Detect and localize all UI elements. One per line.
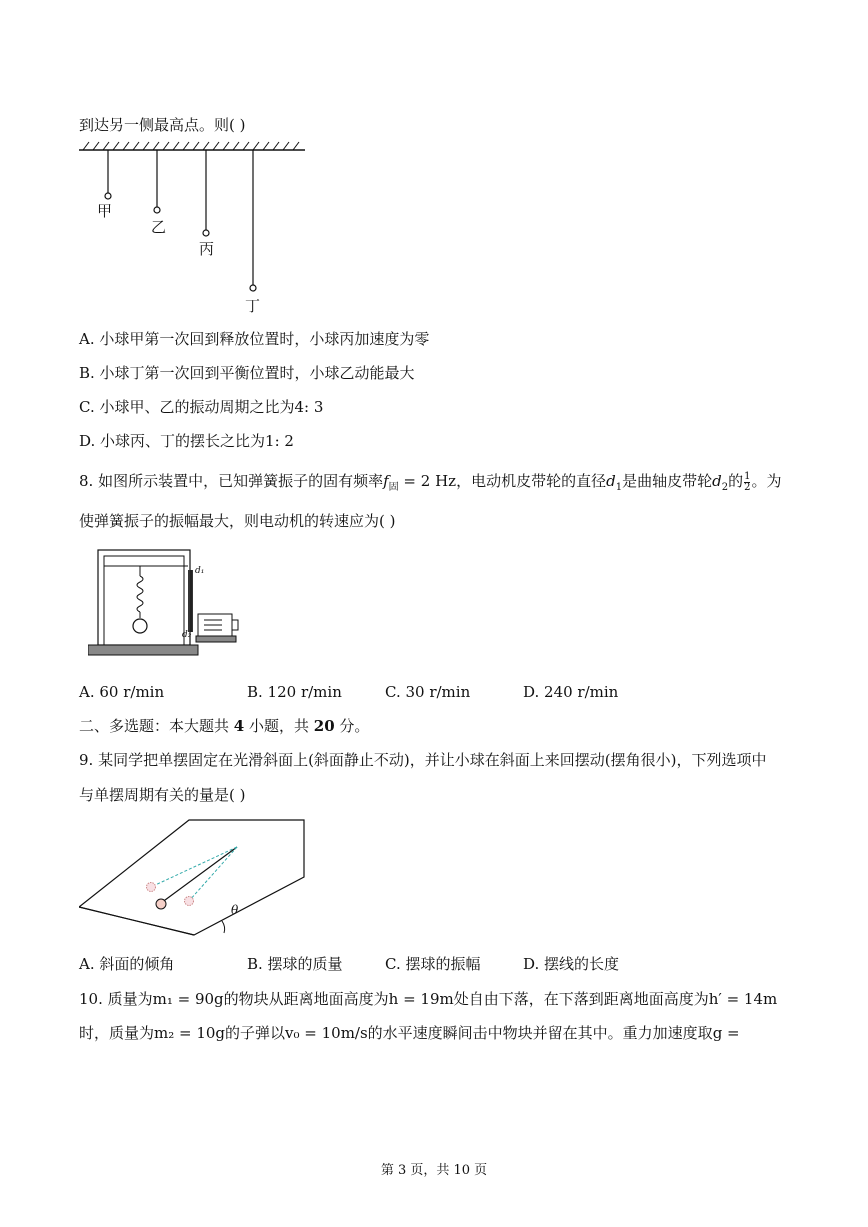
q9-line-1: 9. 某同学把单摆固定在光滑斜面上(斜面静止不动)，并让小球在斜面上来回摆动(摆角很小)，下列选项中 bbox=[79, 751, 767, 769]
section-2-header: 二、多选题：本大题共 4 小题，共 20 分。 bbox=[79, 717, 370, 735]
q7-option-c: C. 小球甲、乙的振动周期之比为4: 3 bbox=[79, 398, 324, 416]
q9-options bbox=[79, 954, 779, 974]
q8-options bbox=[79, 682, 779, 702]
q8-option-b: B. 120 r/min bbox=[247, 683, 342, 701]
q9-option-b: B. 摆球的质量 bbox=[247, 955, 343, 973]
q10-line-2: 时，质量为m₂ = 10g的子弹以v₀ = 10m/s的水平速度瞬间击中物块并留在其中。重力加速度取g = bbox=[79, 1024, 740, 1042]
label-theta: θ bbox=[231, 903, 239, 917]
page-footer: 第 3 页，共 10 页 bbox=[380, 1163, 488, 1178]
q8-option-a: A. 60 r/min bbox=[79, 683, 165, 701]
q8-option-c: C. 30 r/min bbox=[385, 683, 471, 701]
q7-option-d: D. 小球丙、丁的摆长之比为1: 2 bbox=[79, 432, 294, 450]
q7-option-a: A. 小球甲第一次回到释放位置时，小球丙加速度为零 bbox=[79, 330, 430, 348]
label-jia: 甲 bbox=[97, 202, 113, 220]
q9-line-2: 与单摆周期有关的量是( ) bbox=[79, 786, 246, 804]
incline-pendulum-figure bbox=[79, 815, 309, 940]
label-d2: d₂ bbox=[182, 630, 192, 640]
q8-line-2: 使弹簧振子的振幅最大，则电动机的转速应为( ) bbox=[79, 512, 396, 530]
q9-option-a: A. 斜面的倾角 bbox=[79, 955, 175, 973]
pendulum-figure bbox=[79, 140, 309, 320]
q7-option-b: B. 小球丁第一次回到平衡位置时，小球乙动能最大 bbox=[79, 364, 415, 382]
fraction-one-half: $\frac{1}{2}$ bbox=[744, 470, 751, 493]
pendulum-diagram bbox=[79, 140, 309, 320]
label-bing: 丙 bbox=[199, 240, 215, 258]
label-d1: d₁ bbox=[195, 566, 205, 576]
label-yi: 乙 bbox=[151, 218, 167, 236]
q8-option-d: D. 240 r/min bbox=[523, 683, 619, 701]
label-ding: 丁 bbox=[245, 297, 261, 315]
question-7-tail: 到达另一侧最高点。则( ) bbox=[79, 116, 246, 134]
q8-line-1: 8. 如图所示装置中，已知弹簧振子的固有频率$f_固 = 2$ Hz，电动机皮带轮的直径$d_1$是曲轴皮带轮$d_2$的 $\frac{1}{2}$ 。为 bbox=[79, 470, 782, 493]
spring-apparatus-figure bbox=[88, 548, 248, 663]
q10-line-1: 10. 质量为m₁ = 90g的物块从距离地面高度为h = 19m处自由下落，在下落到距离地面高度为h′ = 14m bbox=[79, 990, 778, 1008]
q9-option-c: C. 摆球的振幅 bbox=[385, 955, 481, 973]
q9-option-d: D. 摆线的长度 bbox=[523, 955, 620, 973]
incline-diagram bbox=[79, 815, 309, 940]
spring-apparatus-diagram bbox=[88, 548, 248, 663]
